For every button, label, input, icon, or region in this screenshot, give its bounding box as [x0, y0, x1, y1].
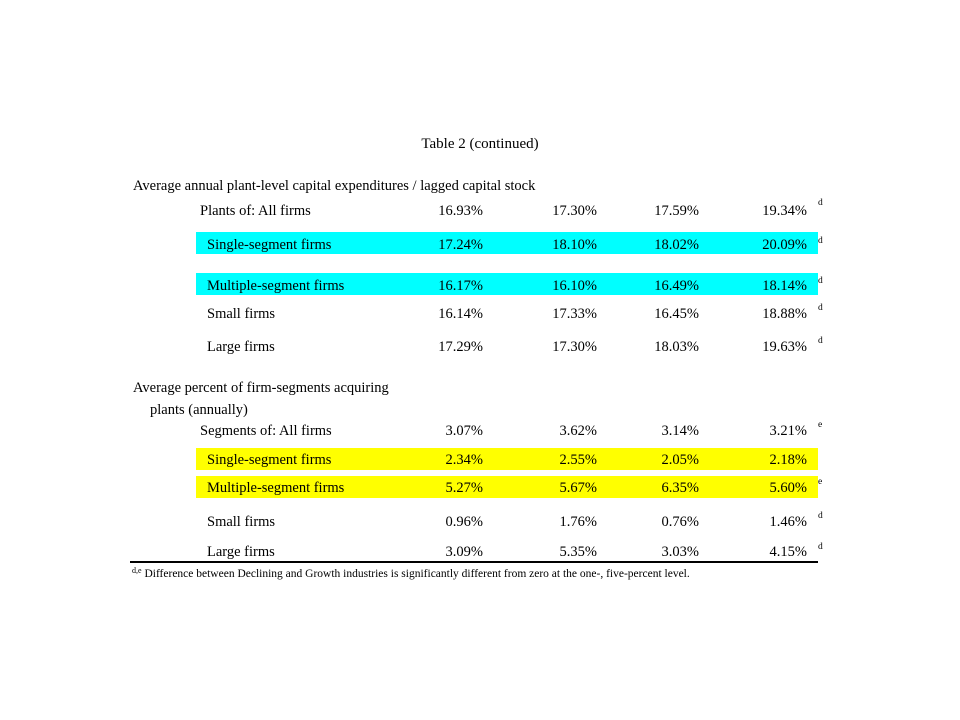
footnote-marker: e: [818, 477, 823, 487]
cell-value: 17.59%: [654, 203, 699, 219]
section-heading: Average percent of firm-segments acquiring: [133, 380, 389, 396]
footnote-marker: d: [818, 198, 823, 208]
cell-value: 17.24%: [438, 237, 483, 253]
section-heading: plants (annually): [150, 402, 248, 418]
cell-value: 3.14%: [661, 423, 699, 439]
cell-value: 0.96%: [445, 514, 483, 530]
footnote-marker: d: [818, 236, 823, 246]
cell-value: 5.27%: [445, 480, 483, 496]
row-label: Multiple-segment firms: [207, 278, 345, 294]
row-label: Single-segment firms: [207, 452, 332, 468]
cell-value: 20.09%: [762, 237, 807, 253]
section-heading: Average annual plant-level capital expenditures / lagged capital stock: [133, 178, 536, 194]
footnote-marker: d: [818, 511, 823, 521]
row-label: Segments of: All firms: [200, 423, 332, 439]
cell-value: 3.07%: [445, 423, 483, 439]
cell-value: 17.30%: [552, 339, 597, 355]
table-title: Table 2 (continued): [421, 136, 539, 152]
cell-value: 18.03%: [654, 339, 699, 355]
cell-value: 19.63%: [762, 339, 807, 355]
cell-value: 1.46%: [769, 514, 807, 530]
footnote: [132, 568, 690, 580]
row-label: Plants of: All firms: [200, 203, 311, 219]
cell-value: 1.76%: [559, 514, 597, 530]
cell-value: 3.03%: [661, 544, 699, 560]
cell-value: 4.15%: [769, 544, 807, 560]
cell-value: 16.17%: [438, 278, 483, 294]
cell-value: 18.02%: [654, 237, 699, 253]
cell-value: 3.21%: [769, 423, 807, 439]
footnote-marker: e: [818, 420, 823, 430]
cell-value: 16.10%: [552, 278, 597, 294]
cell-value: 5.67%: [559, 480, 597, 496]
row-label: Large firms: [207, 544, 275, 560]
cell-value: 2.34%: [445, 452, 483, 468]
cell-value: 18.14%: [762, 278, 807, 294]
row-label: Large firms: [207, 339, 275, 355]
cell-value: 16.45%: [654, 306, 699, 322]
table-bottom-rule: [130, 561, 818, 563]
row-label: Small firms: [207, 514, 276, 530]
footnote-text: Difference between Declining and Growth industries is significantly different from zero at the one-, five-percent level.: [141, 568, 690, 580]
footnote-marker: d: [818, 336, 823, 346]
cell-value: 17.29%: [438, 339, 483, 355]
cell-value: 2.55%: [559, 452, 597, 468]
cell-value: 5.60%: [769, 480, 807, 496]
cell-value: 2.05%: [661, 452, 699, 468]
row-label: Single-segment firms: [207, 237, 332, 253]
cell-value: 18.10%: [552, 237, 597, 253]
cell-value: 16.49%: [654, 278, 699, 294]
row-label: Multiple-segment firms: [207, 480, 345, 496]
cell-value: 16.93%: [438, 203, 483, 219]
footnote-marker: d: [818, 542, 823, 552]
footnote-markers: d,e: [132, 566, 142, 575]
cell-value: 19.34%: [762, 203, 807, 219]
cell-value: 18.88%: [762, 306, 807, 322]
cell-value: 6.35%: [661, 480, 699, 496]
footnote-marker: d: [818, 303, 823, 313]
cell-value: 5.35%: [559, 544, 597, 560]
cell-value: 0.76%: [661, 514, 699, 530]
cell-value: 17.30%: [552, 203, 597, 219]
cell-value: 17.33%: [552, 306, 597, 322]
cell-value: 3.62%: [559, 423, 597, 439]
row-label: Small firms: [207, 306, 276, 322]
cell-value: 2.18%: [769, 452, 807, 468]
cell-value: 3.09%: [445, 544, 483, 560]
footnote-marker: d: [818, 276, 823, 286]
cell-value: 16.14%: [438, 306, 483, 322]
